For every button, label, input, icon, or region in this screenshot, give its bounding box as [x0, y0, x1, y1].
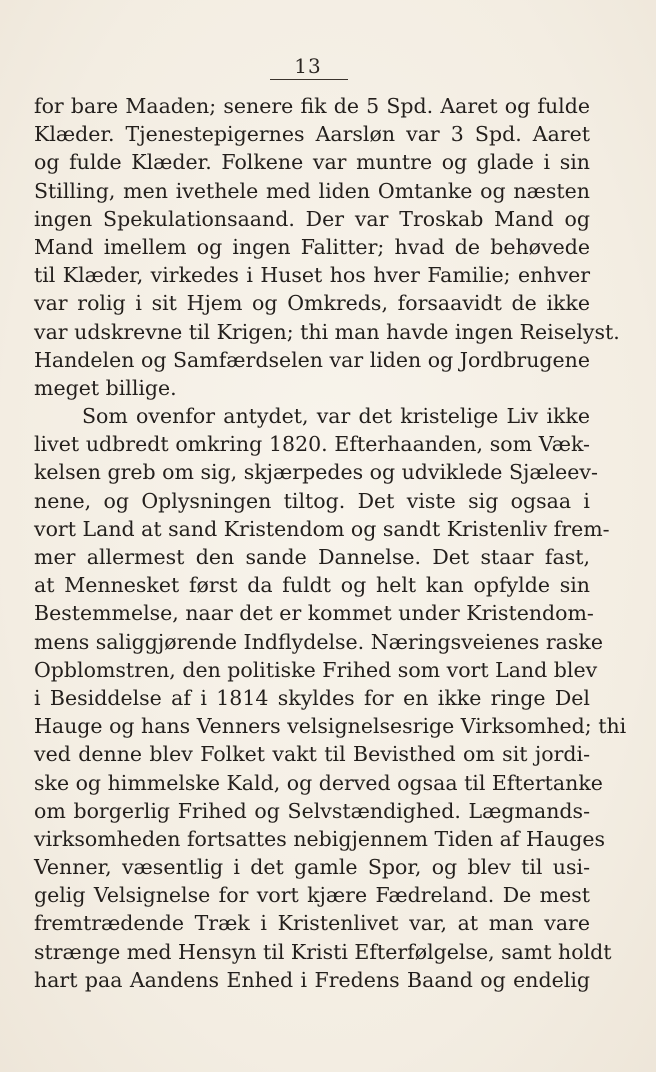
text-line: gelig Velsignelse for vort kjære Fædreland. De mest: [34, 883, 590, 908]
text-line: Handelen og Samfærdselen var liden og Jordbrugene: [34, 347, 590, 372]
text-line: ingen Spekulationsaand. Der var Troskab Mand og: [34, 206, 590, 231]
text-line: for bare Maaden; senere fik de 5 Spd. Aaret og fulde: [34, 94, 590, 118]
text-line: Mand imellem og ingen Falitter; hvad de behøvede: [34, 234, 590, 259]
text-line: til Klæder, virkedes i Huset hos hver Familie; enhver: [34, 263, 590, 288]
text-line: var rolig i sit Hjem og Omkreds, forsaavidt de ikke: [34, 291, 590, 316]
text-line: fremtrædende Træk i Kristenlivet var, at man vare: [34, 911, 590, 936]
text-line: at Mennesket først da fuldt og helt kan opfylde sin: [34, 573, 590, 598]
text-line: mer allermest den sande Dannelse. Det staar fast,: [34, 545, 590, 569]
body-text: [34, 92, 627, 994]
paragraph: [34, 92, 620, 402]
text-line: Klæder. Tjenestepigernes Aarsløn var 3 Spd. Aaret: [34, 122, 590, 147]
text-line: strænge med Hensyn til Kristi Efterfølgelse, samt holdt: [34, 939, 612, 964]
text-line: Venner, væsentlig i det gamle Spor, og blev til usi-: [34, 855, 590, 880]
text-line: Opblomstren, den politiske Frihed som vort Land blev: [34, 657, 598, 682]
paragraph: [34, 402, 627, 994]
text-line: Hauge og hans Venners velsignelsesrige Virksomhed; thi: [34, 714, 627, 739]
text-line: var udskrevne til Krigen; thi man havde ingen Reiselyst.: [34, 319, 620, 344]
page-number: 13: [294, 54, 322, 78]
page-number-rule: [270, 79, 348, 80]
text-line: kelsen greb om sig, skjærpedes og udviklede Sjæleev-: [34, 460, 598, 485]
text-line: vort Land at sand Kristendom og sandt Kristenliv frem-: [34, 516, 610, 541]
text-line: virksomheden fortsattes nebigjennem Tiden af Hauges: [34, 826, 606, 851]
text-line: mens saliggjørende Indflydelse. Næringsveienes raske: [34, 629, 603, 654]
text-line: Som ovenfor antydet, var det kristelige Liv ikke: [82, 404, 590, 429]
text-line: nene, og Oplysningen tiltog. Det viste sig ogsaa i: [34, 488, 590, 513]
text-line: i Besiddelse af i 1814 skyldes for en ikke ringe Del: [34, 685, 590, 710]
text-line: meget billige.: [34, 375, 177, 400]
text-line: og fulde Klæder. Folkene var muntre og glade i sin: [34, 150, 590, 175]
text-line: Stilling, men ivethele med liden Omtanke og næsten: [34, 178, 590, 203]
text-line: livet udbredt omkring 1820. Efterhaanden, som Væk-: [34, 432, 590, 457]
text-line: ved denne blev Folket vakt til Bevisthed om sit jordi-: [34, 742, 590, 767]
text-line: Bestemmelse, naar det er kommet under Kristendom-: [34, 601, 594, 626]
text-line: ske og himmelske Kald, og derved ogsaa til Eftertanke: [34, 770, 603, 795]
text-line: hart paa Aandens Enhed i Fredens Baand og endelig: [34, 967, 590, 992]
text-line: om borgerlig Frihed og Selvstændighed. Lægmands-: [34, 798, 590, 823]
